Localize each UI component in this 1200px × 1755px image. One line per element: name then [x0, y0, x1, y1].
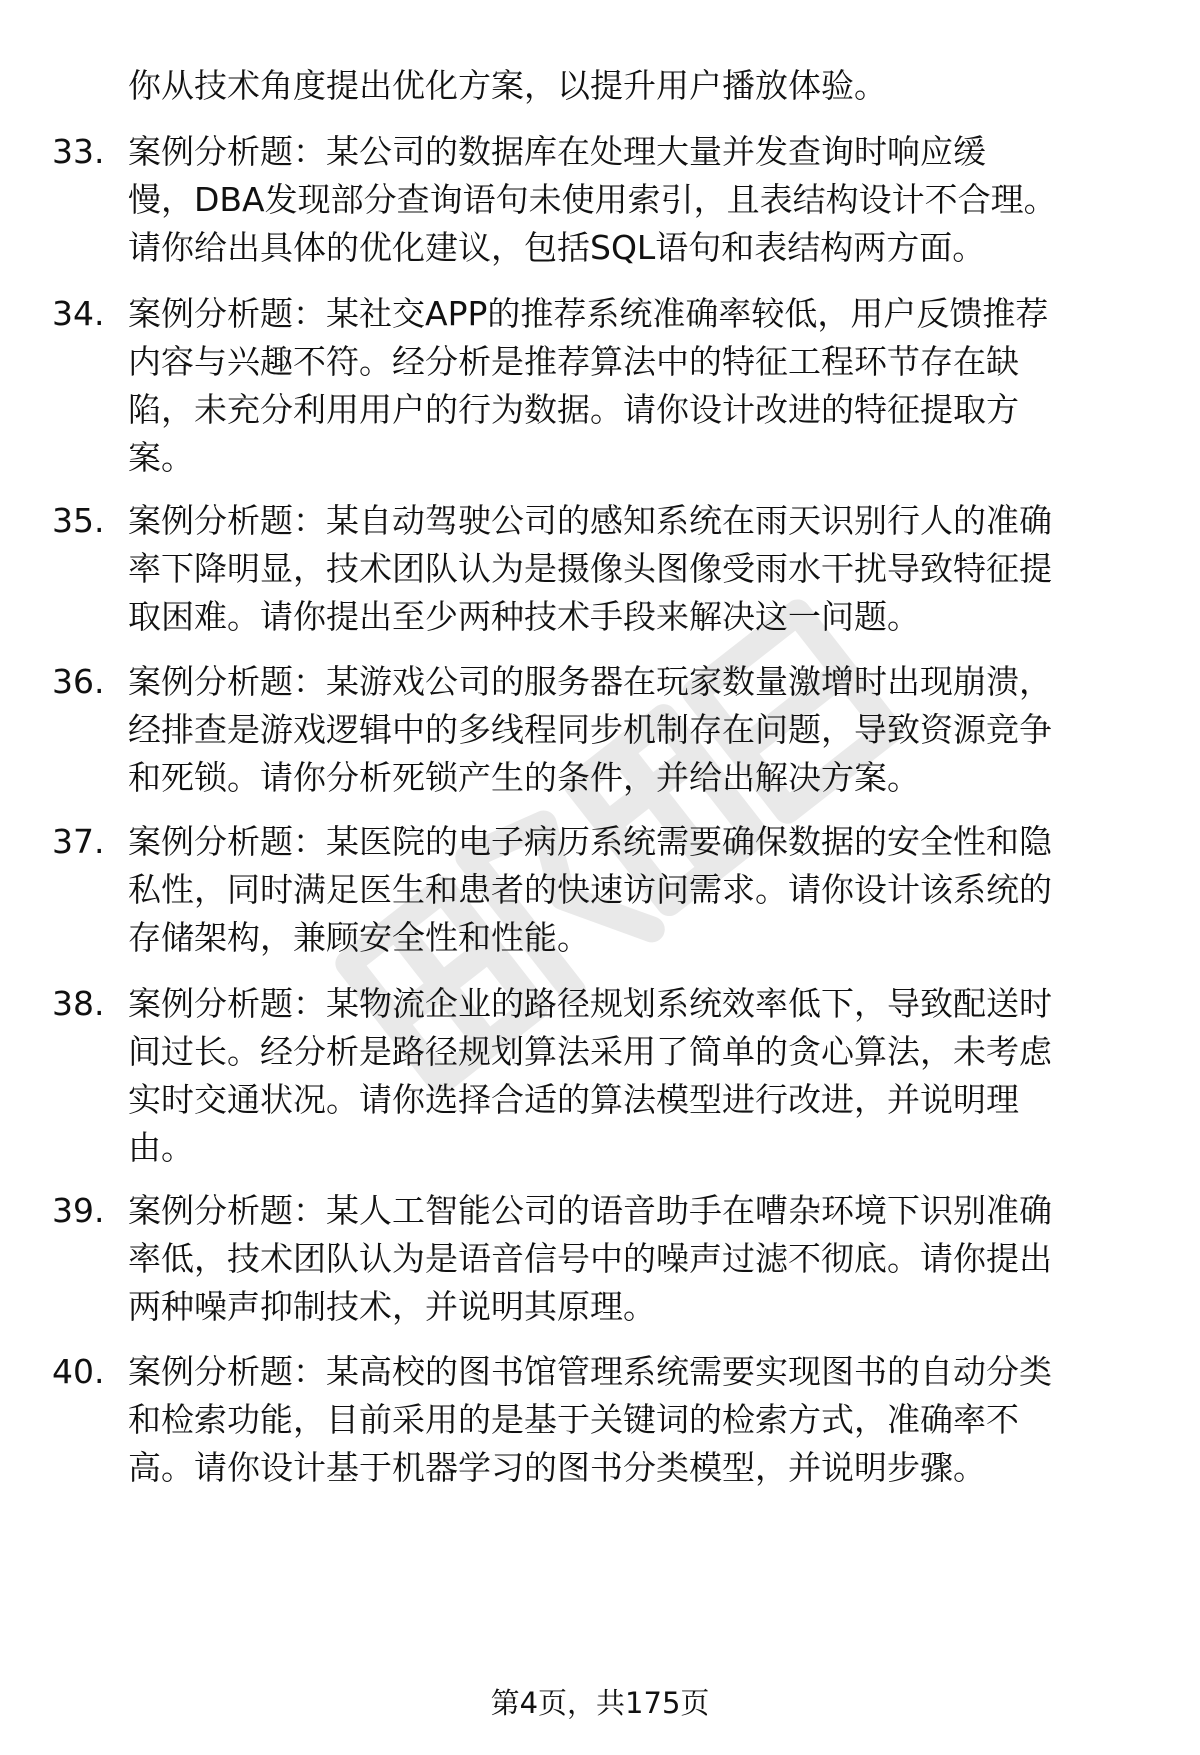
question-line: 间过长。经分析是路径规划算法采用了简单的贪心算法，未考虑 — [128, 1032, 1052, 1071]
question-number: 34. — [52, 294, 105, 333]
question-line: 内容与兴趣不符。经分析是推荐算法中的特征工程环节存在缺 — [128, 342, 1019, 381]
question-line: 由。 — [128, 1128, 194, 1167]
question-line: 和检索功能，目前采用的是基于关键词的检索方式，准确率不 — [128, 1400, 1019, 1439]
question-text — [128, 290, 1048, 482]
question-text — [128, 658, 1052, 802]
question-line: 案例分析题：某游戏公司的服务器在玩家数量激增时出现崩溃， — [128, 662, 1052, 701]
question-number: 37. — [52, 822, 105, 861]
question-line: 率下降明显，技术团队认为是摄像头图像受雨水干扰导致特征提 — [128, 549, 1052, 588]
question-line: 案例分析题：某人工智能公司的语音助手在嘈杂环境下识别准确 — [128, 1191, 1052, 1230]
question-text — [128, 818, 1052, 962]
question-text — [128, 497, 1052, 641]
question-line: 案例分析题：某自动驾驶公司的感知系统在雨天识别行人的准确 — [128, 501, 1052, 540]
question-line: 存储架构，兼顾安全性和性能。 — [128, 918, 590, 957]
question-line: 请你给出具体的优化建议，包括SQL语句和表结构两方面。 — [128, 228, 986, 267]
question-text — [128, 128, 1057, 272]
question-line: 案例分析题：某公司的数据库在处理大量并发查询时响应缓 — [128, 132, 986, 171]
question-line: 取困难。请你提出至少两种技术手段来解决这一问题。 — [128, 597, 920, 636]
continuation-line: 你从技术角度提出优化方案，以提升用户播放体验。 — [128, 66, 887, 105]
question-line: 私性，同时满足医生和患者的快速访问需求。请你设计该系统的 — [128, 870, 1052, 909]
question-text — [128, 980, 1052, 1172]
question-line: 实时交通状况。请你选择合适的算法模型进行改进，并说明理 — [128, 1080, 1019, 1119]
question-line: 陷，未充分利用用户的行为数据。请你设计改进的特征提取方 — [128, 390, 1019, 429]
question-line: 案例分析题：某医院的电子病历系统需要确保数据的安全性和隐 — [128, 822, 1052, 861]
question-number: 36. — [52, 662, 105, 701]
question-number: 40. — [52, 1352, 105, 1391]
question-text — [128, 1187, 1052, 1331]
page-footer: 第4页，共175页 — [490, 1686, 710, 1720]
question-line: 高。请你设计基于机器学习的图书分类模型，并说明步骤。 — [128, 1448, 986, 1487]
question-line: 案例分析题：某高校的图书馆管理系统需要实现图书的自动分类 — [128, 1352, 1052, 1391]
question-number: 39. — [52, 1191, 105, 1230]
question-number: 38. — [52, 984, 105, 1023]
question-line: 案例分析题：某社交APP的推荐系统准确率较低，用户反馈推荐 — [128, 294, 1049, 333]
question-line: 经排查是游戏逻辑中的多线程同步机制存在问题，导致资源竞争 — [128, 710, 1052, 749]
question-line: 和死锁。请你分析死锁产生的条件，并给出解决方案。 — [128, 758, 920, 797]
question-line: 案例分析题：某物流企业的路径规划系统效率低下，导致配送时 — [128, 984, 1052, 1023]
question-line: 慢，DBA发现部分查询语句未使用索引，且表结构设计不合理。 — [128, 180, 1057, 219]
question-line: 两种噪声抑制技术，并说明其原理。 — [128, 1287, 656, 1326]
question-number: 35. — [52, 501, 105, 540]
question-line: 率低，技术团队认为是语音信号中的噪声过滤不彻底。请你提出 — [128, 1239, 1052, 1278]
question-number: 33. — [52, 132, 105, 171]
question-line: 案。 — [128, 438, 194, 477]
question-text — [128, 1348, 1052, 1492]
